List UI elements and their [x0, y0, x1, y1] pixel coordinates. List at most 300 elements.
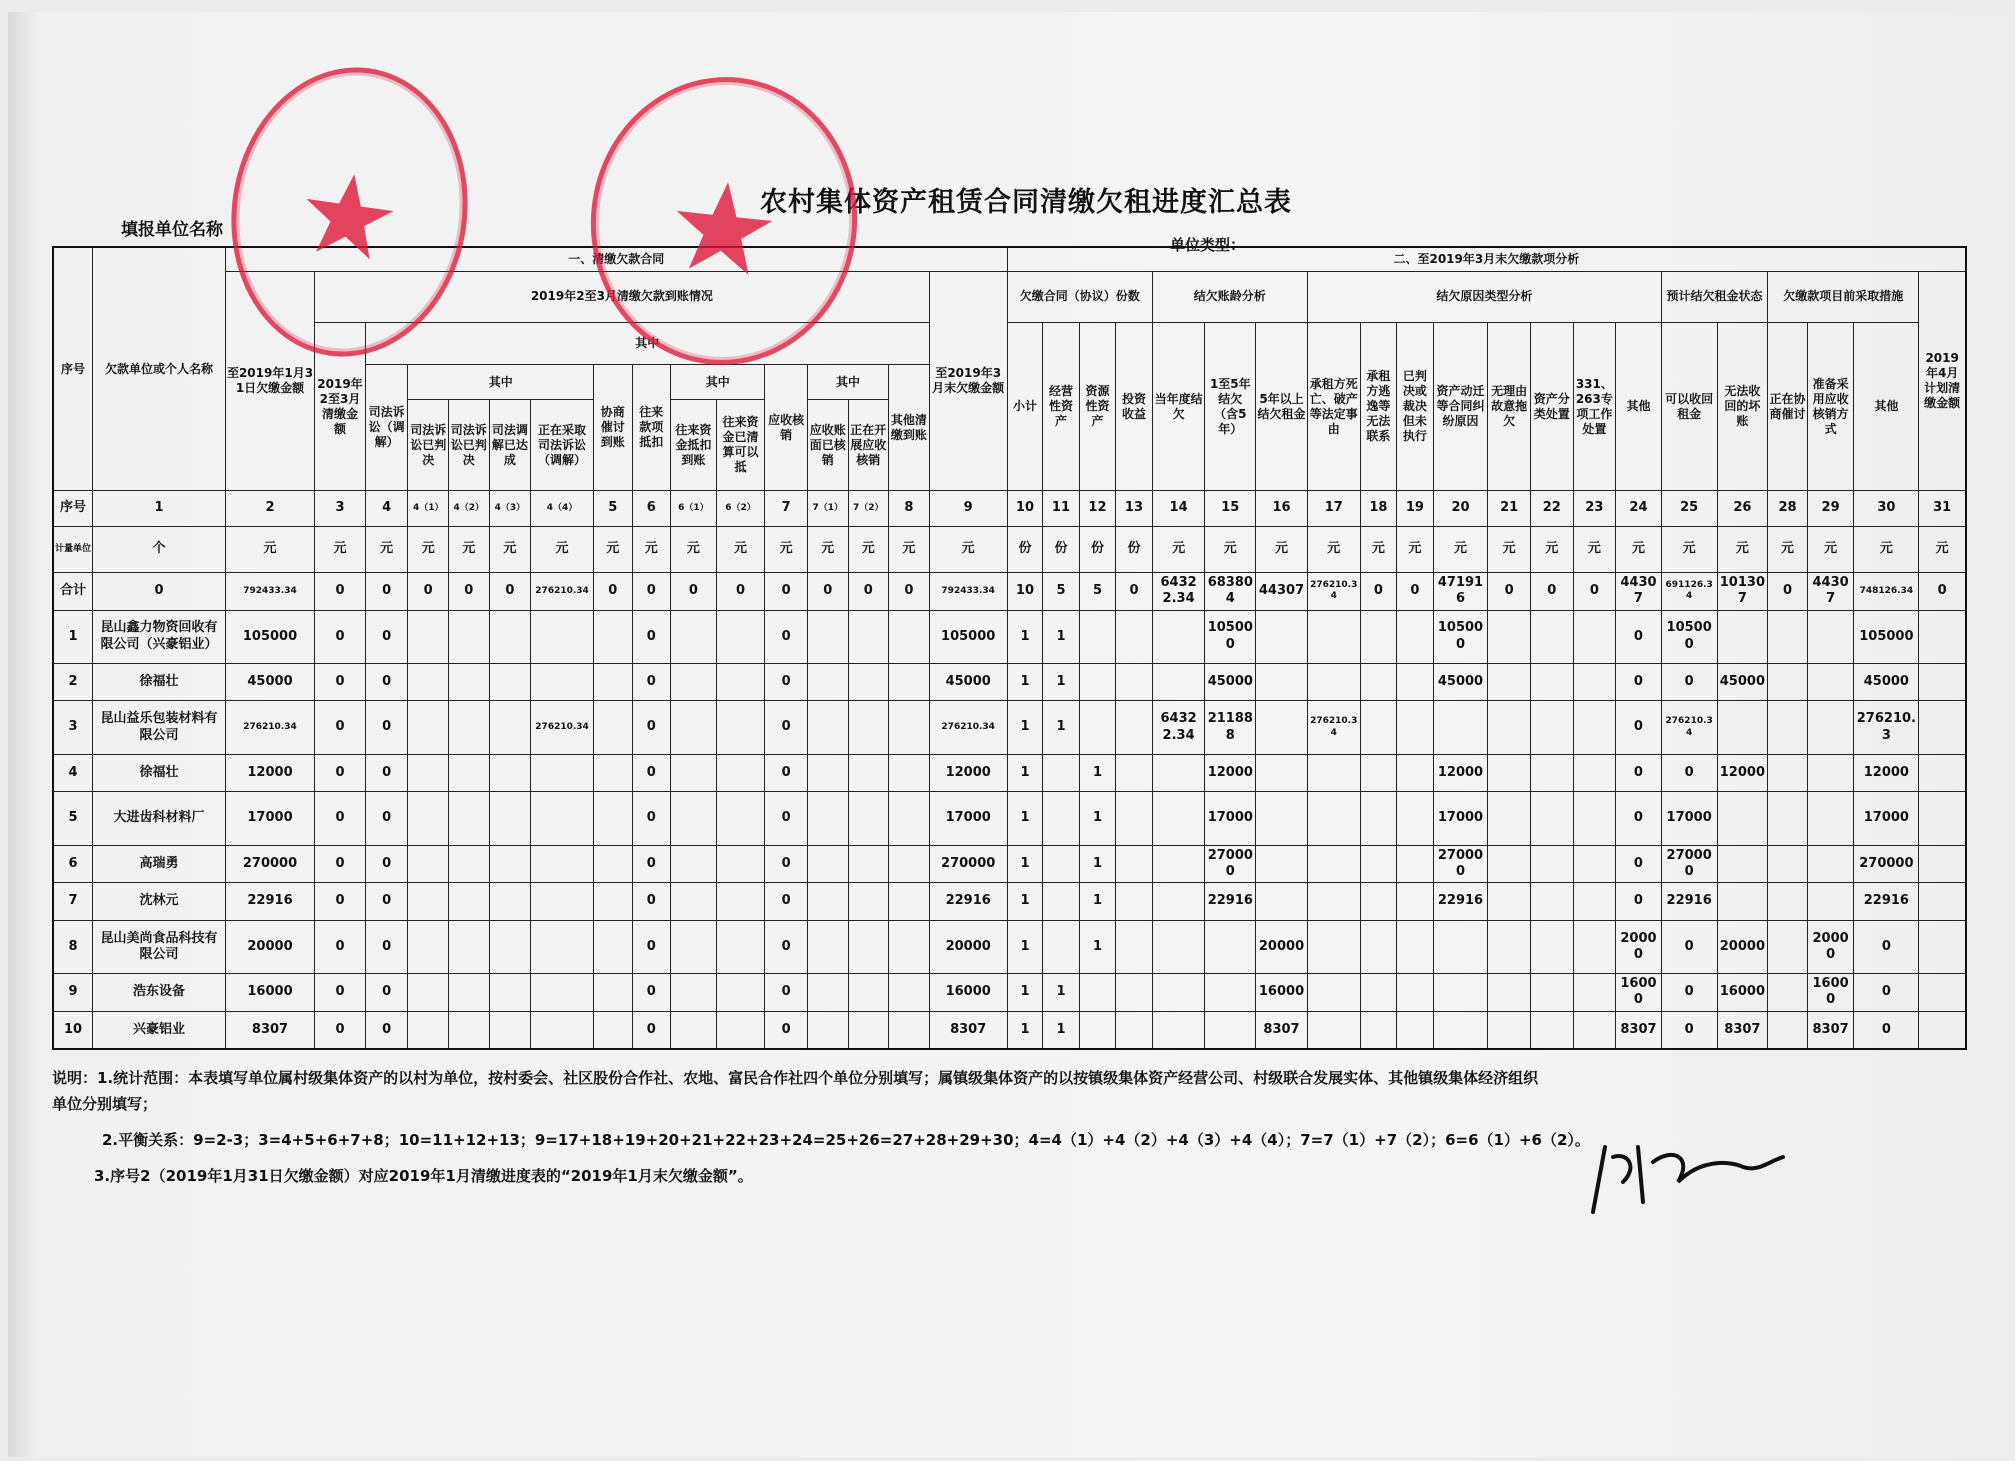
row-cell: 0 — [632, 1011, 671, 1049]
row-cell — [716, 754, 765, 792]
header-measure-writeoff: 准备采用应收核销方式 — [1807, 322, 1854, 490]
header-lawsuit: 司法诉讼（调解） — [365, 364, 408, 490]
row-cell — [1152, 792, 1205, 845]
header-reason-flee: 承租方逃逸等无法联系 — [1360, 322, 1397, 490]
column-number-label: 序号 — [53, 491, 93, 526]
total-cell: 792433.34 — [929, 573, 1007, 610]
column-number-cell: 6 — [632, 491, 671, 526]
row-cell — [1807, 792, 1854, 845]
unit-cell: 个 — [93, 526, 226, 573]
row-cell — [848, 701, 889, 754]
row-cell — [1919, 701, 1966, 754]
summary-table — [52, 246, 1967, 1050]
row-cell — [489, 610, 531, 663]
unit-cell: 元 — [1152, 526, 1205, 573]
header-reason-death: 承租方死亡、破产等法定事由 — [1307, 322, 1360, 490]
row-cell: 1 — [1079, 920, 1116, 973]
row-cell: 0 — [1616, 754, 1662, 792]
header-law-ongoing: 正在采取司法诉讼（调解） — [531, 400, 594, 491]
header-measure-other: 其他 — [1854, 322, 1919, 490]
unit-cell: 元 — [1205, 526, 1256, 573]
row-cell: 0 — [315, 883, 366, 921]
row-cell: 0 — [1616, 663, 1662, 701]
row-cell — [1256, 845, 1308, 883]
row-cell — [1530, 610, 1573, 663]
unit-cell: 元 — [848, 526, 889, 573]
table-row — [53, 1011, 1966, 1049]
row-cell: 0 — [315, 663, 366, 701]
total-cell: 691126.34 — [1661, 573, 1717, 610]
row-cell — [1768, 663, 1808, 701]
column-number-cell: 2 — [225, 491, 314, 526]
row-cell — [1768, 754, 1808, 792]
table-row — [53, 701, 1966, 754]
row-cell: 8307 — [1616, 1011, 1662, 1049]
row-cell — [1116, 610, 1153, 663]
unit-cell: 元 — [1661, 526, 1717, 573]
row-cell: 1 — [1079, 792, 1116, 845]
row-cell: 0 — [315, 701, 366, 754]
header-seq: 序号 — [53, 247, 93, 491]
row-cell — [1116, 845, 1153, 883]
row-cell — [448, 701, 489, 754]
row-cell: 1 — [1007, 920, 1042, 973]
header-april-plan: 2019年4月计划清缴金额 — [1919, 271, 1966, 490]
row-cell — [1079, 974, 1116, 1012]
row-cell — [408, 610, 449, 663]
unit-cell: 元 — [1717, 526, 1768, 573]
row-cell — [671, 754, 717, 792]
row-cell — [1573, 792, 1616, 845]
unit-cell: 元 — [225, 526, 314, 573]
header-debtor: 欠款单位或个人名称 — [93, 247, 226, 491]
row-cell — [1307, 1011, 1360, 1049]
column-number-cell: 17 — [1307, 491, 1360, 526]
row-cell — [1307, 663, 1360, 701]
row-cell: 12000 — [225, 754, 314, 792]
unit-cell: 元 — [716, 526, 765, 573]
total-cell: 44307 — [1616, 573, 1662, 610]
row-cell — [1116, 883, 1153, 921]
row-cell: 0 — [632, 792, 671, 845]
row-cell — [489, 663, 531, 701]
row-cell — [531, 1011, 594, 1049]
row-cell — [408, 754, 449, 792]
row-cell — [1807, 663, 1854, 701]
row-cell — [448, 845, 489, 883]
row-cell — [489, 883, 531, 921]
row-cell: 0 — [632, 701, 671, 754]
table-row — [53, 920, 1966, 973]
column-number-cell: 4（1） — [408, 491, 449, 526]
total-cell: 0 — [1116, 573, 1153, 610]
row-seq: 5 — [53, 792, 93, 845]
row-cell — [1116, 792, 1153, 845]
unit-cell: 元 — [632, 526, 671, 573]
row-cell: 17000 — [1433, 792, 1488, 845]
row-cell — [531, 920, 594, 973]
row-cell — [716, 974, 765, 1012]
row-cell: 0 — [315, 1011, 366, 1049]
row-cell: 0 — [1854, 920, 1919, 973]
row-cell — [1768, 845, 1808, 883]
row-cell: 20000 — [225, 920, 314, 973]
row-cell — [594, 920, 633, 973]
table-row — [53, 883, 1966, 921]
row-cell — [1116, 663, 1153, 701]
row-seq: 7 — [53, 883, 93, 921]
row-cell — [1488, 920, 1531, 973]
unit-cell: 元 — [1488, 526, 1531, 573]
seal-star-icon — [299, 168, 398, 261]
row-cell — [1433, 1011, 1488, 1049]
row-cell: 0 — [365, 1011, 408, 1049]
row-cell: 0 — [1661, 920, 1717, 973]
note-1-continued: 单位分别填写； — [52, 1095, 158, 1113]
header-mar-balance: 至2019年3月末欠缴金额 — [929, 271, 1007, 490]
document-title: 农村集体资产租赁合同清缴欠租进度汇总表 — [760, 187, 1292, 218]
row-cell: 1 — [1079, 883, 1116, 921]
unit-cell: 元 — [765, 526, 808, 573]
row-cell: 0 — [315, 920, 366, 973]
unit-cell: 份 — [1007, 526, 1042, 573]
row-cell: 1 — [1007, 701, 1042, 754]
note-2: 2.平衡关系：9=2-3；3=4+5+6+7+8；10=11+12+13；9=17+18+19+20+21+22+23+24=25+26=27+28+29+30；4=4（1）+4（2）+4（3）+4（4）；7=7（1）+7（2）；6=6（1）+6（2）。 — [102, 1131, 1590, 1149]
row-cell — [531, 845, 594, 883]
total-cell: 44307 — [1256, 573, 1308, 610]
table-row — [53, 663, 1966, 701]
unit-cell: 元 — [1397, 526, 1434, 573]
row-debtor-name: 昆山益乐包装材料有限公司 — [93, 701, 226, 754]
row-cell: 20000 — [1616, 920, 1662, 973]
column-number-cell: 14 — [1152, 491, 1205, 526]
column-number-cell: 7（2） — [848, 491, 889, 526]
row-cell — [594, 701, 633, 754]
row-cell — [408, 883, 449, 921]
column-number-cell: 16 — [1256, 491, 1308, 526]
total-cell: 0 — [671, 573, 717, 610]
total-label: 合计 — [53, 573, 93, 610]
header-reason-dispute: 资产动迁等合同纠纷原因 — [1433, 322, 1488, 490]
row-cell — [1768, 920, 1808, 973]
column-number-cell: 4（2） — [448, 491, 489, 526]
row-cell — [1530, 974, 1573, 1012]
column-number-cell: 18 — [1360, 491, 1397, 526]
row-cell: 0 — [365, 754, 408, 792]
row-cell: 12000 — [1205, 754, 1256, 792]
row-cell: 16000 — [1256, 974, 1308, 1012]
row-cell: 105000 — [1433, 610, 1488, 663]
header-aging: 结欠账龄分析 — [1152, 271, 1307, 322]
row-cell: 17000 — [929, 792, 1007, 845]
total-cell: 5 — [1043, 573, 1080, 610]
row-cell — [671, 845, 717, 883]
unit-cell: 元 — [408, 526, 449, 573]
row-cell — [489, 920, 531, 973]
column-number-cell: 13 — [1116, 491, 1153, 526]
row-cell — [1397, 754, 1434, 792]
row-cell — [1360, 1011, 1397, 1049]
unit-cell: 元 — [1360, 526, 1397, 573]
column-number-cell: 12 — [1079, 491, 1116, 526]
total-cell: 0 — [765, 573, 808, 610]
unit-cell: 份 — [1079, 526, 1116, 573]
header-among-c: 其中 — [807, 364, 888, 399]
row-cell — [848, 610, 889, 663]
row-cell — [1307, 792, 1360, 845]
row-cell: 17000 — [225, 792, 314, 845]
row-cell — [448, 920, 489, 973]
header-reason: 结欠原因类型分析 — [1307, 271, 1661, 322]
total-cell: 44307 — [1807, 573, 1854, 610]
row-cell: 1 — [1043, 701, 1080, 754]
unit-row — [53, 526, 1966, 573]
row-seq: 4 — [53, 754, 93, 792]
column-number-cell: 22 — [1530, 491, 1573, 526]
total-cell: 0 — [93, 573, 226, 610]
header-offset-cleared: 往来资金已清算可以抵 — [716, 400, 765, 491]
row-cell: 1 — [1007, 610, 1042, 663]
row-cell: 16000 — [1807, 974, 1854, 1012]
row-cell: 105000 — [1205, 610, 1256, 663]
row-cell — [1360, 792, 1397, 845]
row-cell: 0 — [1616, 701, 1662, 754]
row-cell: 0 — [1616, 610, 1662, 663]
total-cell: 0 — [1488, 573, 1531, 610]
row-cell — [889, 701, 930, 754]
row-cell: 20000 — [1256, 920, 1308, 973]
row-cell — [848, 792, 889, 845]
table-row — [53, 974, 1966, 1012]
row-cell — [889, 1011, 930, 1049]
row-cell: 105000 — [929, 610, 1007, 663]
row-cell: 270000 — [1854, 845, 1919, 883]
row-cell — [1397, 883, 1434, 921]
row-cell — [408, 1011, 449, 1049]
row-cell — [1397, 701, 1434, 754]
row-cell — [1256, 701, 1308, 754]
row-cell — [671, 920, 717, 973]
column-number-cell: 4（3） — [489, 491, 531, 526]
row-cell — [1307, 974, 1360, 1012]
row-cell — [1488, 974, 1531, 1012]
row-cell — [671, 663, 717, 701]
header-writeoff-ongoing: 正在开展应收核销 — [848, 400, 889, 491]
row-cell — [1397, 610, 1434, 663]
row-cell — [489, 754, 531, 792]
row-cell — [489, 974, 531, 1012]
row-cell: 105000 — [1661, 610, 1717, 663]
row-cell — [594, 845, 633, 883]
row-cell — [1768, 1011, 1808, 1049]
row-cell — [531, 610, 594, 663]
total-cell: 683804 — [1205, 573, 1256, 610]
row-cell: 1 — [1007, 883, 1042, 921]
column-number-cell: 30 — [1854, 491, 1919, 526]
column-number-cell: 1 — [93, 491, 226, 526]
row-debtor-name: 昆山鑫力物资回收有限公司（兴豪铝业） — [93, 610, 226, 663]
row-cell — [848, 883, 889, 921]
total-cell: 0 — [315, 573, 366, 610]
row-cell — [1116, 974, 1153, 1012]
row-cell — [807, 663, 848, 701]
row-cell — [1079, 1011, 1116, 1049]
row-cell — [1573, 663, 1616, 701]
row-cell: 0 — [1616, 883, 1662, 921]
unit-cell: 元 — [1768, 526, 1808, 573]
unit-cell: 元 — [1573, 526, 1616, 573]
header-reason-other: 其他 — [1616, 322, 1662, 490]
header-investment: 投资收益 — [1116, 322, 1153, 490]
row-cell — [594, 610, 633, 663]
row-cell — [1919, 754, 1966, 792]
row-cell — [531, 792, 594, 845]
row-cell: 0 — [765, 792, 808, 845]
row-cell — [671, 1011, 717, 1049]
row-cell: 0 — [765, 663, 808, 701]
row-cell — [1919, 792, 1966, 845]
row-cell — [1919, 610, 1966, 663]
row-cell — [1116, 701, 1153, 754]
row-cell — [716, 792, 765, 845]
row-cell — [1152, 663, 1205, 701]
row-cell — [848, 845, 889, 883]
row-cell — [716, 883, 765, 921]
row-cell: 0 — [315, 845, 366, 883]
header-aging-5: 5年以上结欠租金 — [1256, 322, 1308, 490]
row-cell — [807, 701, 848, 754]
total-cell: 0 — [1397, 573, 1434, 610]
row-cell — [1768, 610, 1808, 663]
unit-cell: 元 — [929, 526, 1007, 573]
header-law-ruled: 司法诉讼已判决 — [448, 400, 489, 491]
row-cell: 270000 — [929, 845, 1007, 883]
row-cell — [1919, 1011, 1966, 1049]
row-cell: 0 — [632, 883, 671, 921]
row-cell — [1256, 883, 1308, 921]
column-number-cell: 7 — [765, 491, 808, 526]
row-cell: 16000 — [1616, 974, 1662, 1012]
row-cell — [716, 1011, 765, 1049]
row-cell — [1360, 883, 1397, 921]
row-cell: 1 — [1007, 792, 1042, 845]
unit-cell: 元 — [365, 526, 408, 573]
column-number-cell: 28 — [1768, 491, 1808, 526]
row-cell — [1488, 792, 1531, 845]
row-cell: 16000 — [1717, 974, 1768, 1012]
row-cell — [671, 610, 717, 663]
row-cell: 0 — [765, 1011, 808, 1049]
row-cell: 22916 — [929, 883, 1007, 921]
row-seq: 9 — [53, 974, 93, 1012]
row-cell — [1043, 792, 1080, 845]
row-cell — [594, 792, 633, 845]
row-cell: 20000 — [1807, 920, 1854, 973]
header-aging-1-5: 1至5年结欠（含5年） — [1205, 322, 1256, 490]
row-cell — [1256, 610, 1308, 663]
column-number-cell: 7（1） — [807, 491, 848, 526]
header-measure-negotiating: 正在协商催讨 — [1768, 322, 1808, 490]
total-cell: 0 — [1360, 573, 1397, 610]
header-writeoff: 应收核销 — [765, 364, 808, 490]
row-seq: 10 — [53, 1011, 93, 1049]
row-cell — [594, 754, 633, 792]
row-cell: 276210.34 — [225, 701, 314, 754]
row-cell — [594, 1011, 633, 1049]
row-cell: 0 — [632, 845, 671, 883]
row-cell: 276210.34 — [531, 701, 594, 754]
row-debtor-name: 昆山美尚食品科技有限公司 — [93, 920, 226, 973]
row-cell — [1307, 610, 1360, 663]
unit-label: 计量单位 — [53, 526, 93, 573]
row-cell: 105000 — [1854, 610, 1919, 663]
row-cell — [1360, 701, 1397, 754]
row-cell — [1433, 701, 1488, 754]
row-cell — [1717, 883, 1768, 921]
row-cell: 1 — [1043, 610, 1080, 663]
row-cell: 20000 — [929, 920, 1007, 973]
row-cell: 270000 — [1205, 845, 1256, 883]
row-cell — [889, 792, 930, 845]
total-cell: 471916 — [1433, 573, 1488, 610]
row-cell — [1530, 883, 1573, 921]
row-cell: 45000 — [1854, 663, 1919, 701]
row-cell: 1 — [1043, 974, 1080, 1012]
row-cell — [1488, 1011, 1531, 1049]
total-cell: 0 — [1573, 573, 1616, 610]
total-cell: 276210.34 — [531, 573, 594, 610]
row-cell: 45000 — [1717, 663, 1768, 701]
row-cell — [889, 663, 930, 701]
row-cell — [1360, 754, 1397, 792]
total-row — [53, 573, 1966, 610]
header-measures: 欠缴款项目前采取措施 — [1768, 271, 1919, 322]
row-cell — [1488, 610, 1531, 663]
column-number-cell: 9 — [929, 491, 1007, 526]
row-cell — [889, 754, 930, 792]
row-cell — [1807, 701, 1854, 754]
row-cell: 0 — [1616, 792, 1662, 845]
column-number-cell: 20 — [1433, 491, 1488, 526]
unit-cell: 元 — [1919, 526, 1966, 573]
row-cell: 0 — [365, 701, 408, 754]
row-cell — [889, 920, 930, 973]
row-cell: 270000 — [1661, 845, 1717, 883]
row-cell — [408, 663, 449, 701]
row-cell — [1768, 974, 1808, 1012]
row-cell: 8307 — [929, 1011, 1007, 1049]
total-cell: 0 — [807, 573, 848, 610]
unit-cell: 元 — [448, 526, 489, 573]
row-cell — [1397, 974, 1434, 1012]
row-debtor-name: 高瑞勇 — [93, 845, 226, 883]
header-contracts: 欠缴合同（协议）份数 — [1007, 271, 1152, 322]
header-aging-year: 当年度结欠 — [1152, 322, 1205, 490]
official-seal-committee — [577, 64, 872, 378]
row-cell — [716, 920, 765, 973]
unit-cell: 元 — [1256, 526, 1308, 573]
row-cell — [1205, 974, 1256, 1012]
unit-cell: 元 — [594, 526, 633, 573]
unit-cell: 元 — [807, 526, 848, 573]
row-cell — [1530, 754, 1573, 792]
row-cell — [1307, 920, 1360, 973]
row-cell — [408, 701, 449, 754]
row-cell — [1717, 792, 1768, 845]
header-operating: 经营性资产 — [1043, 322, 1080, 490]
row-cell — [1919, 974, 1966, 1012]
column-number-cell: 29 — [1807, 491, 1854, 526]
